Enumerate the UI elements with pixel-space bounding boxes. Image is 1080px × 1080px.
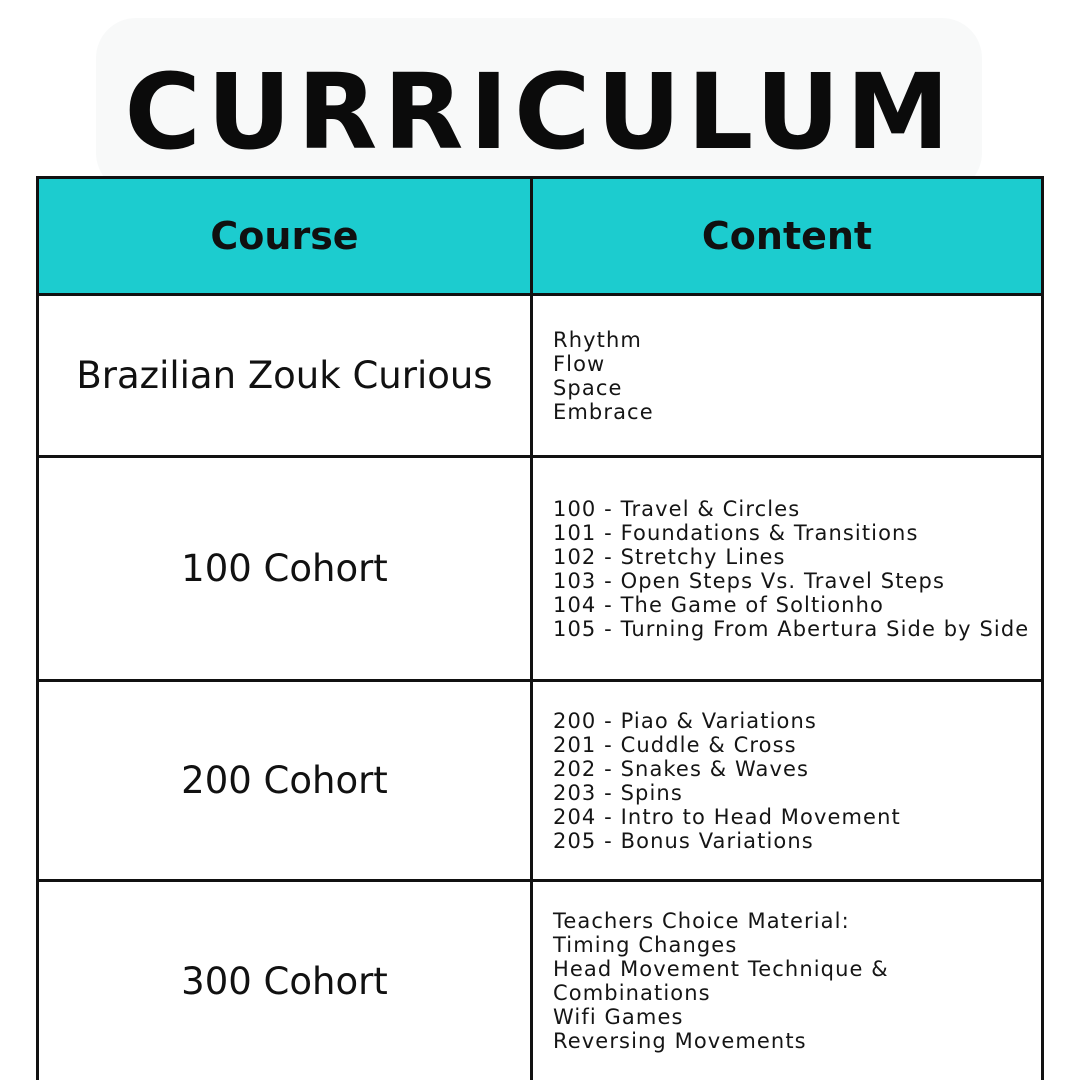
content-item: Embrace — [553, 399, 654, 424]
course-cell — [39, 296, 533, 458]
content-item: Wifi Games — [553, 1005, 684, 1029]
content-cell — [533, 682, 1041, 882]
content-list — [553, 497, 1029, 641]
content-item: Rhythm — [553, 327, 642, 352]
course-name: 300 Cohort — [181, 959, 388, 1003]
content-cell — [533, 458, 1041, 682]
content-item: 202 - Snakes & Waves — [553, 756, 810, 781]
content-item: 100 - Travel & Circles — [553, 496, 801, 521]
page-title: CURRICULUM — [124, 51, 956, 173]
content-item: 102 - Stretchy Lines — [553, 544, 786, 569]
content-list — [553, 328, 654, 424]
content-item: Space — [553, 375, 623, 400]
content-item: 200 - Piao & Variations — [553, 708, 817, 733]
column-header-content: Content — [533, 179, 1041, 296]
course-cell — [39, 882, 533, 1080]
content-item: 105 - Turning From Abertura Side by Side — [553, 616, 1030, 641]
content-item: Timing Changes — [553, 933, 738, 957]
content-item: Teachers Choice Material: — [553, 909, 850, 933]
content-item: 104 - The Game of Soltionho — [553, 592, 884, 617]
course-cell — [39, 682, 533, 882]
course-name: Brazilian Zouk Curious — [76, 354, 493, 397]
curriculum-table — [36, 176, 1044, 1080]
course-cell — [39, 458, 533, 682]
content-list — [553, 909, 889, 1053]
content-item: Reversing Movements — [553, 1029, 807, 1053]
content-list — [553, 709, 901, 853]
course-name: 200 Cohort — [181, 759, 388, 802]
content-item: Combinations — [553, 981, 711, 1005]
content-item: 101 - Foundations & Transitions — [553, 520, 919, 545]
content-item: 205 - Bonus Variations — [553, 828, 814, 853]
content-item: 103 - Open Steps Vs. Travel Steps — [553, 568, 946, 593]
content-item: 203 - Spins — [553, 780, 683, 805]
column-header-course: Course — [39, 179, 533, 296]
content-item: Head Movement Technique & — [553, 957, 889, 981]
content-item: Flow — [553, 351, 606, 376]
course-name: 100 Cohort — [181, 547, 388, 590]
content-item: 204 - Intro to Head Movement — [553, 804, 901, 829]
content-item: 201 - Cuddle & Cross — [553, 732, 797, 757]
content-cell — [533, 882, 1041, 1080]
content-cell — [533, 296, 1041, 458]
